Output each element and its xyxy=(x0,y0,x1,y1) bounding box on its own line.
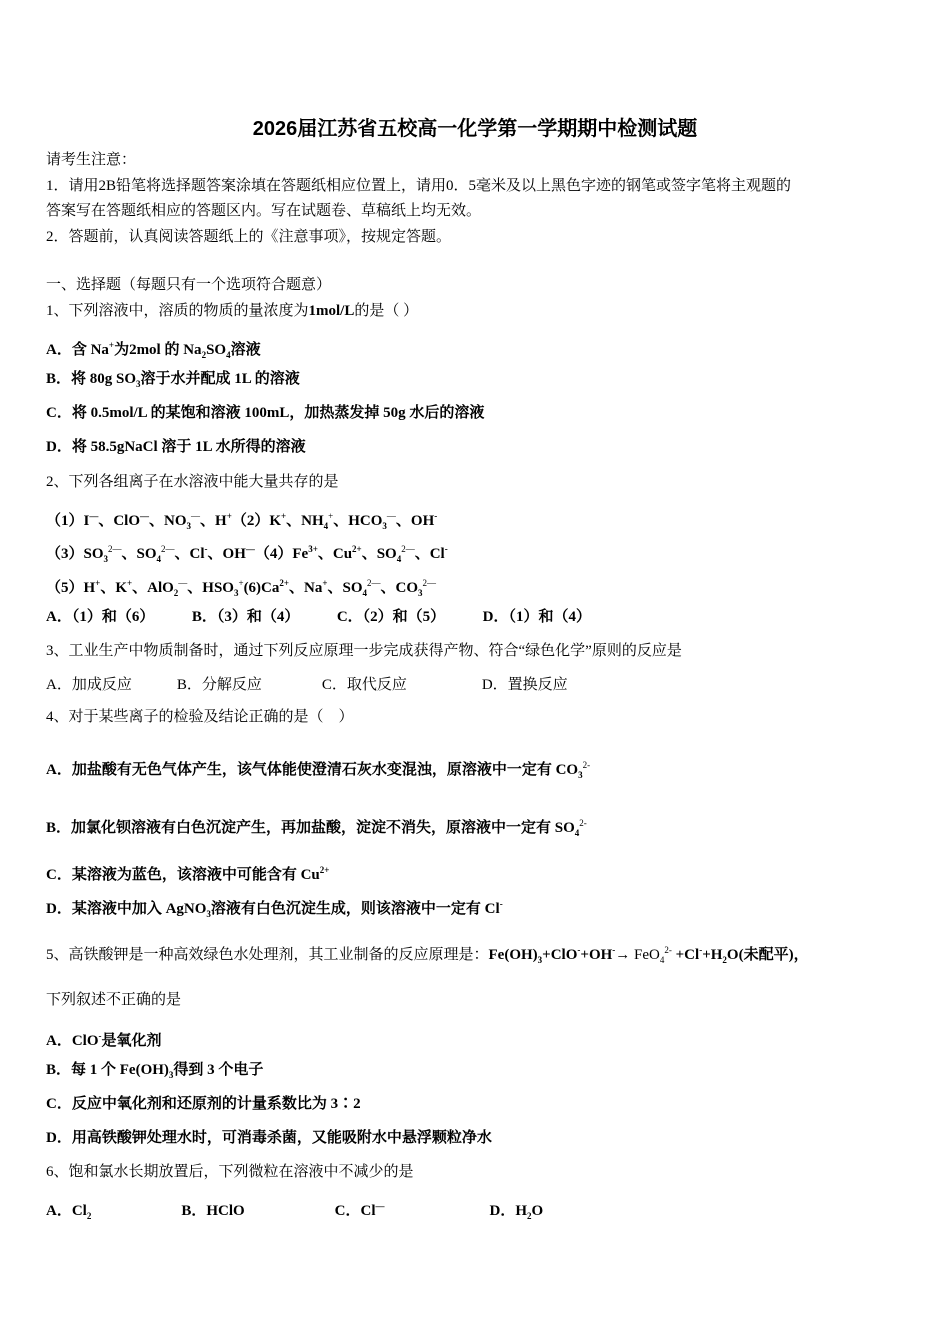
text-segment: — xyxy=(375,1201,385,1211)
text-segment: 、Cl xyxy=(414,546,445,562)
text-segment: +Cl xyxy=(671,947,700,963)
text-segment: 、OH xyxy=(395,513,435,529)
text-segment: 2+ xyxy=(319,865,330,875)
text-segment: 、AlO xyxy=(132,580,174,596)
text-line xyxy=(46,1196,543,1226)
text-segment: 2 xyxy=(86,1211,92,1221)
text-segment: 3 xyxy=(578,770,583,780)
text-segment: — xyxy=(245,544,255,554)
text-segment: - xyxy=(612,945,616,955)
text-segment: D．H xyxy=(384,1203,528,1219)
text-segment: — xyxy=(89,511,99,521)
text-segment: 、OH xyxy=(207,546,246,562)
text-line xyxy=(46,506,437,536)
text-segment: - xyxy=(444,544,448,554)
text-segment: + xyxy=(322,578,328,588)
text-segment: + xyxy=(226,511,232,521)
text-segment: 2 xyxy=(173,588,179,598)
text-line xyxy=(46,227,451,247)
text-segment: 、CO xyxy=(380,580,419,596)
text-segment: 、HCO xyxy=(333,513,383,529)
text-segment: C．某溶液为蓝色，该溶液中可能含有 Cu xyxy=(46,867,320,883)
text-segment: 3 xyxy=(136,379,141,389)
text-segment: 、K xyxy=(100,580,127,596)
text-segment: 为2mol 的 Na xyxy=(114,342,202,358)
text-segment: 2 xyxy=(201,350,207,360)
text-segment: C．反应中氧化剂和还原剂的计量系数比为 3∶2 xyxy=(46,1096,361,1112)
text-segment: 3 xyxy=(186,521,192,531)
text-segment: 3 xyxy=(537,955,543,965)
text-line xyxy=(46,755,590,785)
text-line xyxy=(46,894,503,924)
text-segment: 4 xyxy=(396,554,402,564)
text-segment: 4 xyxy=(574,828,580,838)
text-segment: D．某溶液中加入 AgNO xyxy=(46,901,207,917)
text-segment: A．加成反应 B．分解反应 C．取代反应 D．置换反应 xyxy=(46,677,568,693)
text-segment: + xyxy=(238,578,244,588)
text-segment: （3）SO xyxy=(46,546,104,562)
text-line xyxy=(46,641,682,661)
text-segment: 得到 3 个电子 xyxy=(173,1062,264,1078)
text-line xyxy=(46,990,181,1010)
text-segment: - xyxy=(699,945,703,955)
text-segment: +OH xyxy=(580,947,613,963)
text-line xyxy=(46,437,306,457)
text-segment: 请考生注意： xyxy=(46,152,137,168)
text-segment: 溶液有白色沉淀生成，则该溶液中一定有 Cl xyxy=(210,901,500,917)
text-segment: C．将 0.5mol/L 的某饱和溶液 100mL，加热蒸发掉 50g 水后的溶液 xyxy=(46,405,485,421)
text-segment: 下列叙述不正确的是 xyxy=(46,992,182,1008)
text-line xyxy=(46,707,354,727)
text-segment: FeO xyxy=(634,947,660,963)
text-line xyxy=(46,150,136,170)
text-segment: 、ClO xyxy=(98,513,141,529)
text-line xyxy=(46,301,418,321)
text-segment: D．用高铁酸钾处理水时，可消毒杀菌，又能吸附水中悬浮颗粒净水 xyxy=(46,1130,492,1146)
text-segment: 2+ xyxy=(279,578,290,588)
text-segment: （4）Fe xyxy=(254,546,309,562)
text-segment: 的是（ ） xyxy=(354,303,419,319)
text-segment: 、SO xyxy=(327,580,363,596)
text-line xyxy=(46,607,591,627)
text-segment: - xyxy=(434,511,438,521)
text-segment: 、SO xyxy=(361,546,397,562)
text-line xyxy=(46,176,791,196)
text-segment: 2— xyxy=(367,578,381,588)
text-segment: - xyxy=(98,1031,102,1041)
text-segment: A．Cl xyxy=(46,1203,87,1219)
text-segment: → xyxy=(615,947,635,963)
text-segment: 是氧化剂 xyxy=(101,1033,162,1049)
text-segment: D．将 58.5gNaCl 溶于 1L 水所得的溶液 xyxy=(46,439,306,455)
text-segment: 、SO xyxy=(121,546,157,562)
text-segment: 4 xyxy=(156,554,162,564)
text-segment: (6)Ca xyxy=(243,580,280,596)
text-segment: 2+ xyxy=(352,544,362,554)
text-line xyxy=(46,813,587,843)
text-segment: 1．请用2B铅笔将选择题答案涂填在答题纸相应位置上，请用0．5毫米及以上黑色字迹的钢笔或签字笔将主观题的 xyxy=(46,178,792,194)
text-segment: A．（1）和（6） B．（3）和（4） C．（2）和（5） D．（1）和（4） xyxy=(46,609,592,625)
text-segment: 、Cl xyxy=(174,546,205,562)
text-segment: （1）I xyxy=(46,513,90,529)
text-segment: 2- xyxy=(582,760,591,770)
text-segment: 、Cu xyxy=(317,546,353,562)
text-segment: 2- xyxy=(664,945,672,955)
text-line xyxy=(46,275,331,295)
text-segment: 、NH xyxy=(286,513,324,529)
text-segment: + xyxy=(108,340,115,350)
text-segment: 2 xyxy=(722,955,727,965)
text-segment: 3 xyxy=(418,588,423,598)
text-segment: B．将 80g SO xyxy=(46,371,137,387)
text-segment: 3+ xyxy=(308,544,318,554)
text-segment: 4 xyxy=(323,521,329,531)
text-segment: - xyxy=(499,899,503,909)
text-segment: 5、高铁酸钾是一种高效绿色水处理剂，其工业制备的反应原理是： xyxy=(46,947,489,963)
text-segment: + xyxy=(281,511,287,521)
text-line xyxy=(46,573,436,603)
text-segment: + xyxy=(328,511,334,521)
text-segment: 2— xyxy=(422,578,437,588)
text-line xyxy=(46,675,568,695)
text-segment: Fe(OH) xyxy=(488,947,538,963)
text-segment: 3 xyxy=(168,1070,174,1080)
text-segment: — xyxy=(178,578,188,588)
text-segment: + xyxy=(95,578,101,588)
text-segment: 2、下列各组离子在水溶液中能大量共存的是 xyxy=(46,474,339,490)
text-segment: （2）K xyxy=(231,513,282,529)
text-segment: O(未配平)， xyxy=(726,947,809,963)
text-segment: 、H xyxy=(200,513,227,529)
text-segment: A．ClO xyxy=(46,1033,99,1049)
text-segment: +ClO xyxy=(542,947,578,963)
text-segment: - xyxy=(577,945,581,955)
page-title: 2026届江苏省五校高一化学第一学期期中检测试题 xyxy=(252,118,698,140)
text-line xyxy=(46,1060,263,1085)
text-segment: O xyxy=(531,1203,544,1219)
text-segment: 一、选择题（每题只有一个选项符合题意） xyxy=(46,277,332,293)
text-segment: 4 xyxy=(226,350,231,360)
text-segment: 、NO xyxy=(149,513,187,529)
text-segment: 2— xyxy=(401,544,415,554)
text-segment: 溶液 xyxy=(230,342,261,358)
text-segment: B．加氯化钡溶液有白色沉淀产生，再加盐酸，淀淀不消失，原溶液中一定有 SO xyxy=(46,820,575,836)
text-segment: +H xyxy=(702,947,723,963)
text-line xyxy=(46,940,809,970)
text-line xyxy=(46,1162,414,1182)
text-segment: 3、工业生产中物质制备时，通过下列反应原理一步完成获得产物、符合“绿色化学”原则的反应是 xyxy=(46,643,682,659)
text-segment: A．含 Na xyxy=(46,342,109,358)
text-line xyxy=(46,860,329,885)
text-line xyxy=(46,1128,492,1148)
text-segment: 2— xyxy=(161,544,175,554)
text-segment: 2— xyxy=(108,544,122,554)
text-segment: （5）H xyxy=(46,580,96,596)
text-line xyxy=(46,335,261,365)
text-segment: 答案写在答题纸相应的答题区内。写在试题卷、草稿纸上均无效。 xyxy=(46,203,482,219)
text-segment: 1、下列溶液中，溶质的物质的量浓度为 xyxy=(46,303,309,319)
text-line xyxy=(46,403,484,423)
text-segment: 3 xyxy=(206,909,211,919)
text-segment: 4 xyxy=(659,955,665,965)
text-segment: 3 xyxy=(233,588,239,598)
text-segment: 1mol/L xyxy=(308,303,355,319)
text-segment: 3 xyxy=(103,554,109,564)
text-segment: — xyxy=(140,511,150,521)
text-segment: A．加盐酸有无色气体产生，该气体能使澄清石灰水变混浊，原溶液中一定有 CO xyxy=(46,762,579,778)
text-segment: - xyxy=(204,544,208,554)
text-line xyxy=(46,539,448,569)
text-segment: 、HSO xyxy=(187,580,234,596)
text-segment: 2- xyxy=(579,818,587,828)
text-line xyxy=(46,1026,162,1051)
text-segment: SO xyxy=(206,342,227,358)
text-segment: 3 xyxy=(382,521,387,531)
text-segment: B．每 1 个 Fe(OH) xyxy=(46,1062,169,1078)
text-segment: 2．答题前，认真阅读答题纸上的《注意事项》，按规定答题。 xyxy=(46,229,452,245)
text-line xyxy=(46,472,339,492)
text-line xyxy=(46,201,481,221)
text-segment: 溶于水并配成 1L 的溶液 xyxy=(140,371,300,387)
text-segment: 4、对于某些离子的检验及结论正确的是（ ） xyxy=(46,709,354,725)
text-segment: + xyxy=(126,578,133,588)
text-segment: B．HClO C．Cl xyxy=(91,1203,376,1219)
text-segment: 2 xyxy=(527,1211,532,1221)
text-segment: 6、饱和氯水长期放置后，下列微粒在溶液中不减少的是 xyxy=(46,1164,414,1180)
text-segment: 、Na xyxy=(289,580,323,596)
text-segment: 4 xyxy=(362,588,368,598)
text-line xyxy=(46,369,300,394)
text-segment: — xyxy=(191,511,201,521)
text-segment: — xyxy=(386,511,396,521)
text-line xyxy=(46,1094,361,1114)
